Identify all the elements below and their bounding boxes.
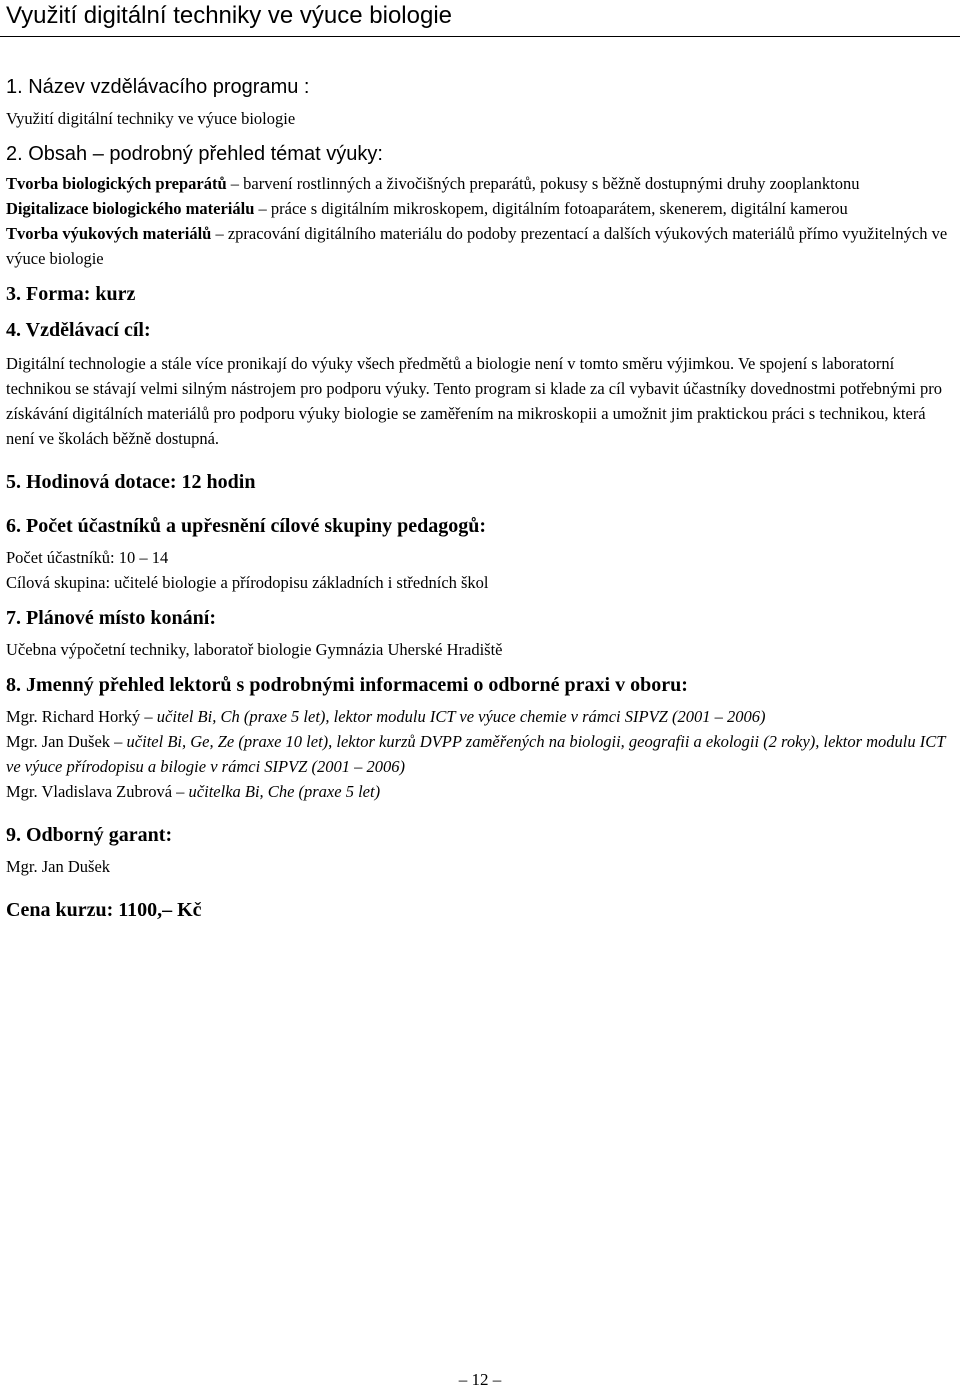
section-7-heading: 7. Plánové místo konání: [6,607,217,629]
section-4-text: Digitální technologie a stále více pronikají do výuky všech předmětů a biologie není v tomto směru výjimkou. Ve spojení s laboratorní technikou se stávají velmi silným nástrojem pro podporu výuky. Tento program si klade za cíl vybavit účastníky dovednostmi potřebnými pro získávání digitálních materiálů pro podporu výuky biologie se zaměřením na mikroskopii a umožnit jim praktickou práci s technikou, která není ve školách běžně dostupná. [6,354,942,448]
section-1-heading: 1. Název vzdělávacího programu : [6,76,310,98]
lecturer-name: Mgr. Richard Horký [6,707,141,726]
topic-term: Digitalizace biologického materiálu [6,199,255,218]
section-2-topic-list [6,171,951,271]
section-5-heading: 5. Hodinová dotace: 12 hodin [6,471,256,493]
section-9-heading: 9. Odborný garant: [6,824,173,846]
lecturer-info: – učitelka Bi, Che (praxe 5 let) [172,782,381,801]
document-body [6,74,951,923]
course-price: Cena kurzu: 1100,– Kč [6,899,202,921]
topic-description: – práce s digitálním mikroskopem, digitálním fotoaparátem, skenerem, digitální kamerou [254,199,848,218]
lecturer-info: – učitel Bi, Ch (praxe 5 let), lektor modulu ICT ve výuce chemie v rámci SIPVZ (2001 – 2006) [140,707,766,726]
lecturer-item [6,704,951,729]
section-3-heading: 3. Forma: kurz [6,283,136,305]
topic-description: – barvení rostlinných a živočišných preparátů, pokusy s běžně dostupnými druhy zooplanktonu [226,174,860,193]
section-1-text: Využití digitální techniky ve výuce biologie [6,109,296,128]
topic-item [6,171,951,196]
topic-item [6,221,951,271]
section-6-heading: 6. Počet účastníků a upřesnění cílové skupiny pedagogů: [6,515,487,537]
page-number: – 12 – [458,1370,502,1389]
lecturer-info: – učitel Bi, Ge, Ze (praxe 10 let), lektor kurzů DVPP zaměřených na biologii, geografii a ekologii (2 roky), lektor modulu ICT ve výuce přírodopisu a bilogie v rámci SIPVZ (2001 – 2006) [6,732,946,776]
topic-term: Tvorba biologických preparátů [6,174,227,193]
section-7-text: Učebna výpočetní techniky, laboratoř biologie Gymnázia Uherské Hradiště [6,640,503,659]
participant-count: Počet účastníků: 10 – 14 [6,548,169,567]
section-2-heading: 2. Obsah – podrobný přehled témat výuky: [6,143,383,165]
topic-description: – zpracování digitálního materiálu do podoby prezentací a dalších výukových materiálů přímo využitelných ve výuce biologie [6,224,948,268]
section-8-heading: 8. Jmenný přehled lektorů s podrobnými informacemi o odborné praxi v oboru: [6,674,688,696]
topic-item [6,196,951,221]
lecturer-item [6,779,951,804]
lecturer-list [6,704,951,804]
lecturer-name: Mgr. Vladislava Zubrová [6,782,173,801]
target-group: Cílová skupina: učitelé biologie a přírodopisu základních i středních škol [6,573,489,592]
title-rule [0,36,960,37]
lecturer-item [6,729,951,779]
lecturer-name: Mgr. Jan Dušek [6,732,111,751]
page-title: Využití digitální techniky ve výuce biologie [6,2,453,29]
topic-term: Tvorba výukových materiálů [6,224,212,243]
section-4-heading: 4. Vzdělávací cíl: [6,319,151,341]
section-9-text: Mgr. Jan Dušek [6,857,111,876]
